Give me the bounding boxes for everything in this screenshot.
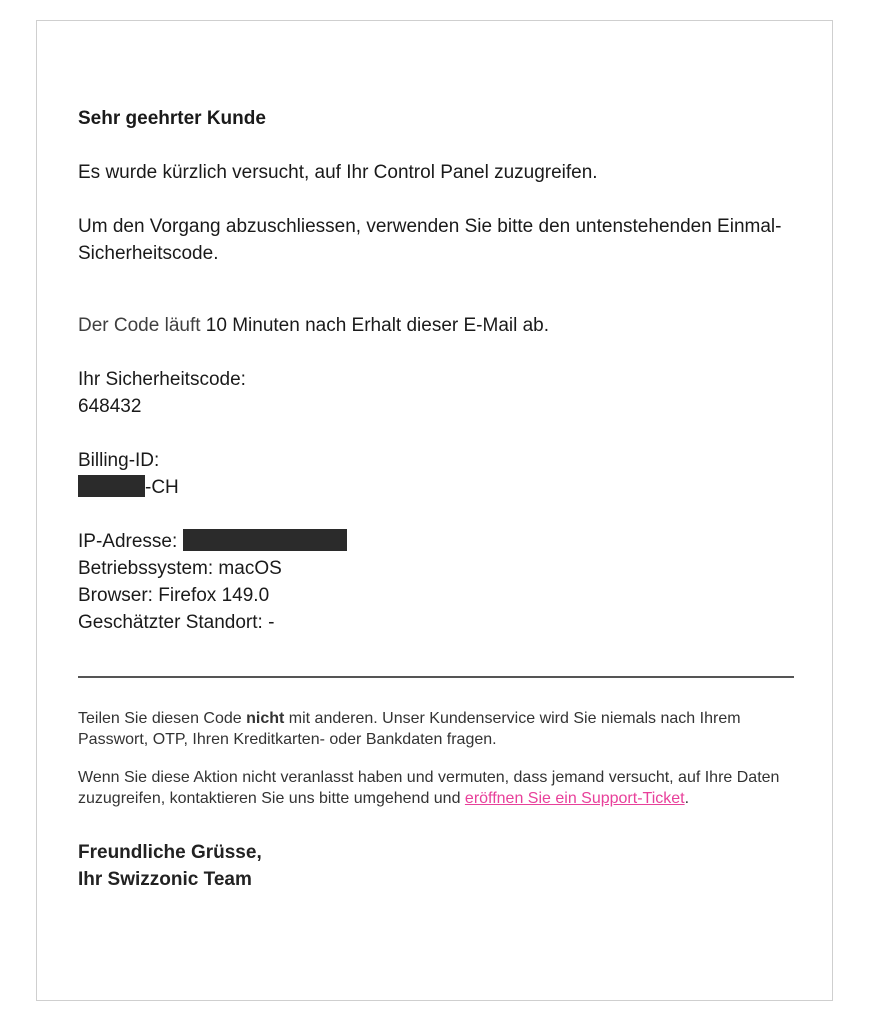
greeting: Sehr geehrter Kunde bbox=[78, 108, 266, 129]
billing-label: Billing-ID: bbox=[78, 450, 160, 471]
os-line: Betriebssystem: macOS bbox=[78, 558, 282, 579]
support-suffix: . bbox=[684, 790, 690, 807]
billing-suffix: -CH bbox=[145, 477, 179, 498]
ip-label: IP-Adresse: bbox=[78, 531, 183, 552]
ip-line bbox=[78, 528, 794, 555]
redaction-bar bbox=[78, 475, 145, 497]
warning-bold: nicht bbox=[246, 710, 285, 727]
intro-text: Es wurde kürzlich versucht, auf Ihr Control Panel zuzugreifen. bbox=[78, 162, 598, 183]
billing-value bbox=[78, 474, 794, 501]
expiry-prefix: Der Code läuft bbox=[78, 315, 201, 336]
support-text bbox=[78, 767, 794, 809]
signoff-line-2: Ihr Swizzonic Team bbox=[78, 869, 252, 890]
warning-prefix: Teilen Sie diesen Code bbox=[78, 710, 247, 727]
signoff-line-1: Freundliche Grüsse, bbox=[78, 842, 262, 863]
billing-block bbox=[78, 447, 794, 501]
support-prefix: Wenn Sie diese Aktion nicht veranlasst haben und vermuten, dass jemand versucht, auf Ihre Daten zuzugreifen, kontaktieren Sie uns bitte umgehend und bbox=[78, 769, 780, 807]
redaction-bar bbox=[183, 529, 347, 551]
signoff-block bbox=[78, 839, 794, 893]
divider bbox=[78, 676, 794, 678]
device-info-block bbox=[78, 528, 794, 636]
email-body bbox=[78, 106, 794, 893]
expiry-suffix: 10 Minuten nach Erhalt dieser E-Mail ab. bbox=[200, 315, 550, 336]
security-code-block bbox=[78, 366, 794, 420]
expiry-text bbox=[78, 312, 794, 339]
browser-line: Browser: Firefox 149.0 bbox=[78, 585, 270, 606]
security-code-value: 648432 bbox=[78, 396, 142, 417]
warning-text bbox=[78, 708, 794, 750]
location-line: Geschätzter Standort: - bbox=[78, 612, 275, 633]
warning-suffix: mit anderen. Unser Kundenservice wird Sie niemals nach Ihrem Passwort, OTP, Ihren Kreditkarten- oder Bankdaten fragen. bbox=[78, 710, 741, 748]
support-ticket-link[interactable]: eröffnen Sie ein Support-Ticket bbox=[464, 790, 685, 807]
instruction-text: Um den Vorgang abzuschliessen, verwenden Sie bitte den untenstehenden Einmal-Sicherheitscode. bbox=[78, 216, 782, 264]
security-code-label: Ihr Sicherheitscode: bbox=[78, 369, 246, 390]
email-card bbox=[36, 20, 833, 1001]
